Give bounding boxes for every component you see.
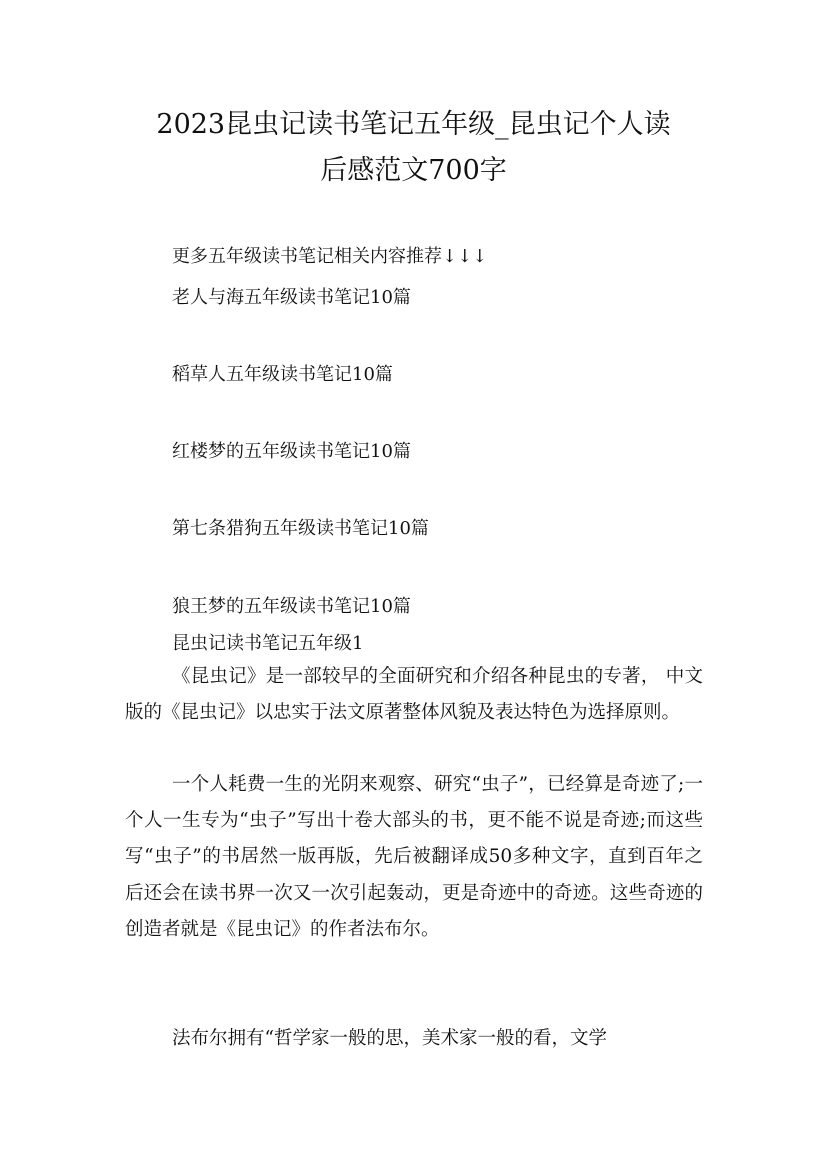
recommend-link-1[interactable]: 老人与海五年级读书笔记10篇 (172, 287, 411, 308)
paragraph-2: 一个人耗费一生的光阴来观察、研究“虫子”，已经算是奇迹了;一个人一生专为“虫子”写出十卷大部头的书，更不能不说是奇迹;而这些写“虫子”的书居然一版再版，先后被翻译成50多种文字，直到百年之后还会在读书界一次又一次引起轰动，更是奇迹中的奇迹。这些奇迹的创造者就是《昆虫记》的作者法布尔。 (125, 774, 703, 940)
section-heading: 昆虫记读书笔记五年级1 (172, 633, 364, 654)
recommend-link-2[interactable]: 稻草人五年级读书笔记10篇 (172, 364, 393, 385)
paragraph-1: 《昆虫记》是一部较早的全面研究和介绍各种昆虫的专著， 中文版的《昆虫记》以忠实于法文原著整体风貌及表达特色为选择原则。 (125, 666, 703, 724)
recommend-link-3[interactable]: 红楼梦的五年级读书笔记10篇 (172, 441, 411, 462)
title-line-2: 后感范文700字 (320, 155, 507, 186)
page-title (100, 102, 727, 194)
recommend-link-5[interactable]: 狼王梦的五年级读书笔记10篇 (172, 596, 411, 617)
title-line-1: 2023昆虫记读书笔记五年级_昆虫记个人读 (156, 109, 671, 140)
paragraph-3: 法布尔拥有“哲学家一般的思，美术家一般的看，文学 (172, 1028, 607, 1049)
recommend-intro: 更多五年级读书笔记相关内容推荐↓↓↓ (172, 246, 488, 267)
recommend-link-4[interactable]: 第七条猎狗五年级读书笔记10篇 (172, 518, 429, 539)
